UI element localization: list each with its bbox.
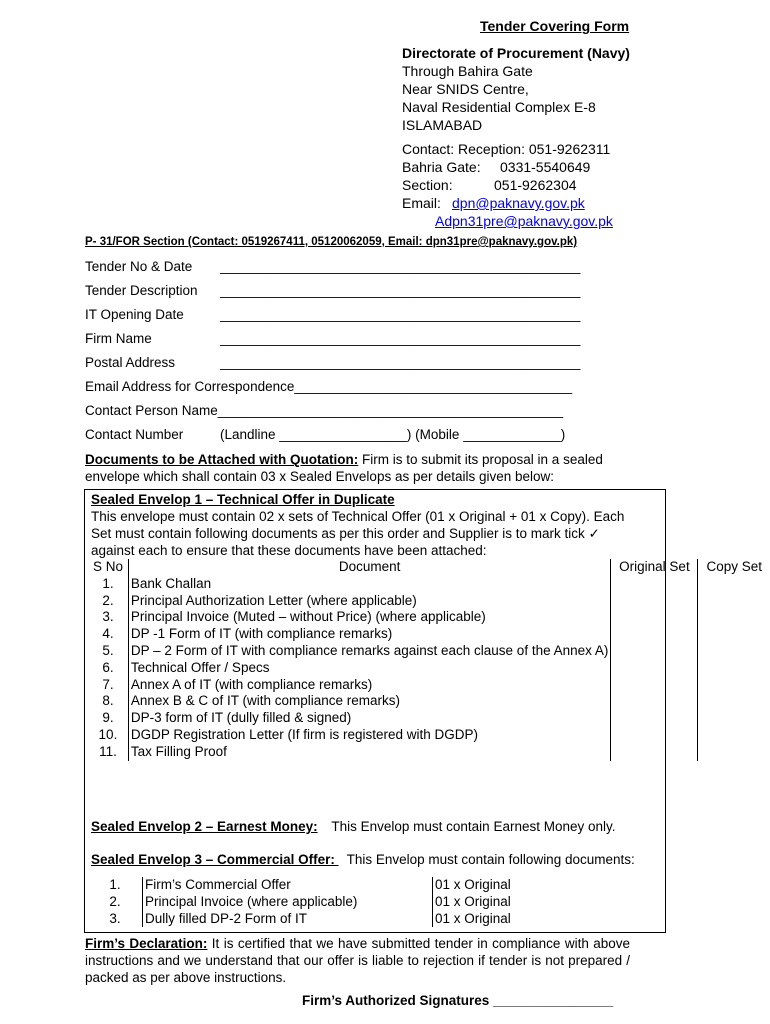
- row-sno: 2.: [88, 894, 143, 911]
- envelop1-desc-line3: against each to ensure that these documents have been attached:: [91, 543, 487, 558]
- field-blank[interactable]: ________________________________________________: [220, 331, 581, 346]
- row-document: DP -1 Form of IT (with compliance remarks): [128, 626, 610, 643]
- row-original-check[interactable]: [611, 609, 698, 626]
- field-label: Tender No & Date: [85, 259, 193, 274]
- table-row: [88, 894, 627, 911]
- declaration-heading: Firm’s Declaration:: [85, 936, 208, 951]
- table-header-row: [88, 559, 770, 576]
- address-line: Near SNIDS Centre,: [402, 81, 529, 97]
- row-original-check[interactable]: [611, 744, 698, 761]
- table-row: [88, 693, 770, 710]
- envelop2-line: [91, 819, 616, 834]
- row-document: Principal Invoice (where applicable): [143, 894, 433, 911]
- row-quantity: 01 x Original: [435, 893, 511, 909]
- field-label: Postal Address: [85, 355, 176, 370]
- address-line: Naval Residential Complex E-8: [402, 99, 596, 115]
- row-copy-check[interactable]: [698, 660, 770, 677]
- row-document: Annex B & C of IT (with compliance remarks): [128, 693, 610, 710]
- row-copy-check[interactable]: [698, 643, 770, 660]
- row-document: Annex A of IT (with compliance remarks): [128, 677, 610, 694]
- header-copy-set: Copy Set: [706, 559, 762, 574]
- row-document: Dully filled DP-2 Form of IT: [143, 911, 433, 928]
- row-document: DGDP Registration Letter (If firm is registered with DGDP): [128, 727, 610, 744]
- row-sno: 9.: [88, 710, 128, 727]
- row-sno: 6.: [88, 660, 128, 677]
- field-blank[interactable]: ________________________________________________: [220, 259, 581, 274]
- field-blank[interactable]: ________________________________________________: [220, 283, 581, 298]
- technical-docs-table: [88, 559, 770, 761]
- row-copy-check[interactable]: [698, 727, 770, 744]
- row-quantity: 01 x Original: [435, 877, 511, 892]
- table-row: [88, 660, 770, 677]
- row-document: Technical Offer / Specs: [128, 660, 610, 677]
- table-row: [88, 877, 627, 894]
- contact-block: [402, 140, 702, 230]
- row-sno: 1.: [88, 877, 143, 894]
- documents-intro-line2: envelope which shall contain 03 x Sealed Envelops as per details given below:: [85, 469, 555, 484]
- authorized-signature[interactable]: Firm’s Authorized Signatures ________________: [302, 993, 614, 1008]
- gate-label: Bahria Gate:: [402, 159, 481, 175]
- section-contact-line: P- 31/FOR Section (Contact: 0519267411, 05120062059, Email: dpn31pre@paknavy.gov.pk): [85, 236, 578, 248]
- row-sno: 10.: [88, 727, 128, 744]
- row-copy-check[interactable]: [698, 693, 770, 710]
- reception-contact: Contact: Reception: 051-9262311: [402, 141, 611, 157]
- field-label: Tender Description: [85, 283, 198, 298]
- table-row: [88, 727, 770, 744]
- address-line: Through Bahira Gate: [402, 63, 533, 79]
- row-original-check[interactable]: [611, 593, 698, 610]
- firm-declaration: [85, 936, 630, 986]
- envelop3-line: [91, 852, 635, 867]
- commercial-docs-table: [88, 877, 627, 927]
- row-copy-check[interactable]: [698, 744, 770, 761]
- field-label: IT Opening Date: [85, 307, 184, 322]
- row-copy-check[interactable]: [698, 576, 770, 593]
- row-original-check[interactable]: [611, 693, 698, 710]
- row-original-check[interactable]: [611, 727, 698, 744]
- gate-value: 0331-5540649: [500, 159, 591, 175]
- documents-intro-line1: [85, 452, 603, 467]
- address-block: [402, 44, 630, 134]
- row-sno: 1.: [88, 576, 128, 593]
- row-original-check[interactable]: [611, 576, 698, 593]
- row-copy-check[interactable]: [698, 710, 770, 727]
- declaration-text: It is certified that we have submitted tender in compliance with above instructions and we understand that our offer is liable to rejection if tender is not prepared / packed as per above instructions.: [85, 936, 630, 985]
- header-sno: S No: [88, 559, 128, 576]
- field-blank[interactable]: ________________________________________________: [220, 355, 581, 370]
- row-copy-check[interactable]: [698, 626, 770, 643]
- row-original-check[interactable]: [611, 660, 698, 677]
- row-document: Firm’s Commercial Offer: [143, 877, 433, 894]
- envelop2-text: This Envelop must contain Earnest Money only.: [331, 819, 616, 834]
- row-sno: 11.: [88, 744, 128, 761]
- row-sno: 3.: [88, 911, 143, 928]
- envelop3-text: This Envelop must contain following documents:: [346, 852, 635, 867]
- table-row: [88, 677, 770, 694]
- header-document: Document: [128, 559, 610, 576]
- table-row: [88, 626, 770, 643]
- row-document: Bank Challan: [128, 576, 610, 593]
- row-sno: 2.: [88, 593, 128, 610]
- documents-heading: Documents to be Attached with Quotation:: [85, 452, 359, 467]
- row-sno: 8.: [88, 693, 128, 710]
- row-document: Tax Filling Proof: [128, 744, 610, 761]
- table-row: [88, 911, 627, 928]
- field-blank[interactable]: (Landline _________________) (Mobile _____________): [220, 427, 566, 442]
- table-row: [88, 643, 770, 660]
- table-row: [88, 609, 770, 626]
- table-row: [88, 593, 770, 610]
- address-line: ISLAMABAD: [402, 117, 483, 133]
- row-original-check[interactable]: [611, 626, 698, 643]
- email-label: Email:: [402, 195, 441, 211]
- envelop1-title: Sealed Envelop 1 – Technical Offer in Duplicate: [91, 492, 395, 507]
- row-copy-check[interactable]: [698, 593, 770, 610]
- row-quantity: 01 x Original: [435, 910, 511, 926]
- commercial-docs-table-wrap: [88, 877, 627, 927]
- field-label: Firm Name: [85, 331, 152, 346]
- row-sno: 4.: [88, 626, 128, 643]
- section-label: Section:: [402, 177, 453, 193]
- row-document: DP-3 form of IT (dully filled & signed): [128, 710, 610, 727]
- field-label: Contact Number: [85, 427, 184, 442]
- table-row: [88, 744, 770, 761]
- table-row: [88, 576, 770, 593]
- section-value: 051-9262304: [494, 177, 577, 193]
- row-sno: 5.: [88, 643, 128, 660]
- field-blank[interactable]: ________________________________________________: [220, 307, 581, 322]
- row-document: Principal Authorization Letter (where applicable): [128, 593, 610, 610]
- row-document: Principal Invoice (Muted – without Price) (where applicable): [128, 609, 610, 626]
- row-original-check[interactable]: [611, 677, 698, 694]
- technical-docs-table-wrap: [88, 559, 770, 761]
- org-name: Directorate of Procurement (Navy): [402, 45, 630, 61]
- row-original-check[interactable]: [611, 643, 698, 660]
- row-sno: 3.: [88, 609, 128, 626]
- email-correspondence-field[interactable]: Email Address for Correspondence_____________________________________: [85, 379, 573, 394]
- header-original-set: Original Set: [611, 559, 698, 576]
- envelop1-desc-line1: This envelope must contain 02 x sets of Technical Offer (01 x Original + 01 x Copy). Each: [91, 509, 625, 524]
- envelop3-title: Sealed Envelop 3 – Commercial Offer:: [91, 852, 339, 867]
- envelop1-desc-line2: Set must contain following documents as per this order and Supplier is to mark tick ✓: [91, 526, 600, 541]
- form-title: Tender Covering Form: [480, 18, 630, 34]
- table-row: [88, 710, 770, 727]
- row-document: DP – 2 Form of IT with compliance remarks against each clause of the Annex A): [128, 643, 610, 660]
- row-original-check[interactable]: [611, 710, 698, 727]
- row-sno: 7.: [88, 677, 128, 694]
- contact-person-field[interactable]: Contact Person Name______________________________________________: [85, 403, 564, 418]
- email-link-1[interactable]: dpn@paknavy.gov.pk: [452, 195, 585, 211]
- email-link-2[interactable]: Adpn31pre@paknavy.gov.pk: [435, 213, 613, 229]
- documents-text: Firm is to submit its proposal in a sealed: [358, 452, 603, 467]
- row-copy-check[interactable]: [698, 677, 770, 694]
- row-copy-check[interactable]: [698, 609, 770, 626]
- envelop2-title: Sealed Envelop 2 – Earnest Money:: [91, 819, 318, 834]
